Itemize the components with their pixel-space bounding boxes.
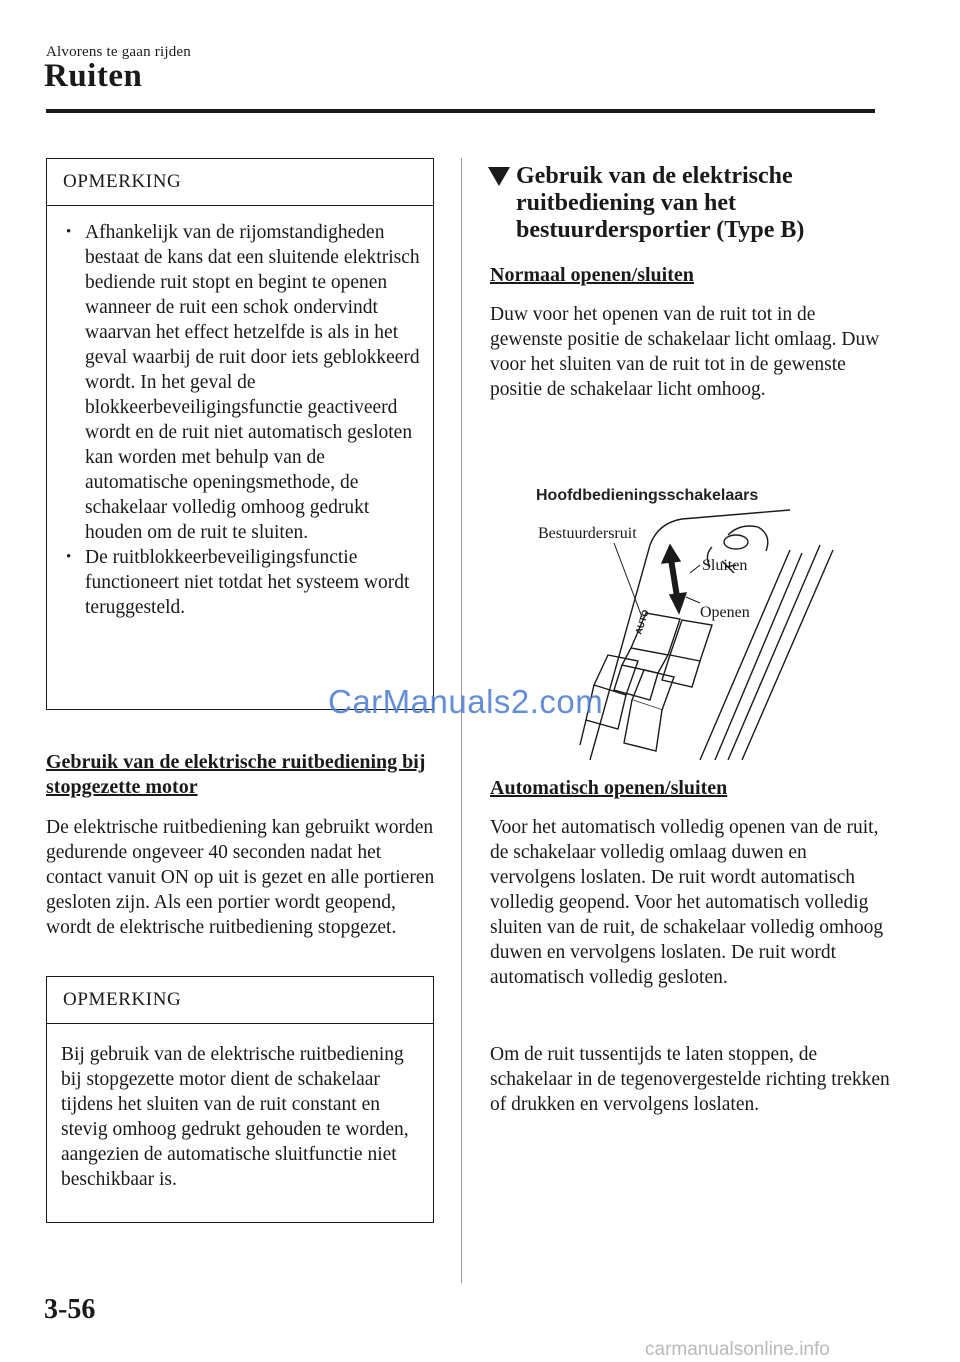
page-number: 3-56 <box>44 1294 96 1325</box>
header-divider <box>46 109 875 113</box>
note-divider <box>47 205 433 206</box>
subheading-engine-off: Gebruik van de elektrische ruitbediening bij stopgezette motor <box>46 751 426 798</box>
paragraph-normal: Duw voor het openen van de ruit tot in de gewenste positie de schakelaar licht omlaag. Duw voor het sluiten van de ruit tot in de gewenste positie de schakelaar licht omhoog. <box>490 304 880 400</box>
note-bullet-list <box>47 220 433 620</box>
label-close: Sluiten <box>702 557 748 574</box>
section-heading <box>490 163 900 244</box>
section-label: Alvorens te gaan rijden <box>46 44 191 60</box>
note-box-1 <box>46 158 434 710</box>
paragraph-stop: Om de ruit tussentijds te laten stoppen, de schakelaar in de tegenovergestelde richting trekken of drukken en vervolgens loslaten. <box>490 1044 890 1115</box>
auto-label: AUTO <box>633 608 651 636</box>
section-heading-text: Gebruik van de elektrische ruitbediening van het bestuurdersportier (Type B) <box>516 163 805 243</box>
note-text: Bij gebruik van de elektrische ruitbediening bij stopgezette motor dient de schakelaar tijdens het sluiten van de ruit constant en stevig omhoog gedrukt gehouden te worden, aangezien de automatische sluitfunctie niet beschikbaar is. <box>61 1044 409 1190</box>
label-driver-window: Bestuurdersruit <box>538 525 637 542</box>
note-title: OPMERKING <box>63 989 182 1010</box>
subheading-normal: Normaal openen/sluiten <box>490 264 694 286</box>
footer-watermark: carmanualsonline.info <box>645 1339 830 1360</box>
window-switch-illustration <box>490 505 850 760</box>
note-title: OPMERKING <box>63 171 182 192</box>
paragraph-engine-off: De elektrische ruitbediening kan gebruikt worden gedurende ongeveer 40 seconden nadat het contact vanuit ON op uit is gezet en alle portieren gesloten zijn. Als een portier wordt geopend, wordt de elektrische ruitbediening stopgezet. <box>46 817 435 938</box>
triangle-marker-icon <box>488 167 510 186</box>
figure-title: Hoofdbedieningsschakelaars <box>536 487 759 504</box>
subheading-automatic: Automatisch openen/sluiten <box>490 777 728 799</box>
note-box-2 <box>46 976 434 1223</box>
label-open: Openen <box>700 604 750 621</box>
watermark-overlay: CarManuals2.com <box>328 683 604 720</box>
note-bullet-2: • De ruitblokkeerbeveiligingsfunctie functioneert niet totdat het systeem wordt teruggesteld. <box>85 545 423 620</box>
note-bullet-1: • Afhankelijk van de rijomstandigheden bestaat de kans dat een sluitende elektrisch bediende ruit stopt en begint te openen wanneer de ruit een schok ondervindt waarvan het effect hetzelfde is als in het geval waarbij de ruit door iets geblokkeerd wordt. In het geval de blokkeerbeveiligingsfunctie geactiveerd wordt en de ruit niet automatisch gesloten kan worden met behulp van de automatische openingsmethode, de schakelaar volledig omhoog gedrukt houden om de ruit te sluiten. <box>85 220 423 545</box>
paragraph-automatic: Voor het automatisch volledig openen van de ruit, de schakelaar volledig omlaag duwen en vervolgens loslaten. De ruit wordt automatisch volledig geopend. Voor het automatisch volledig sluiten van de ruit, de schakelaar volledig omhoog duwen en vervolgens loslaten. De ruit wordt automatisch volledig gesloten. <box>490 817 884 988</box>
chapter-title: Ruiten <box>44 58 143 94</box>
